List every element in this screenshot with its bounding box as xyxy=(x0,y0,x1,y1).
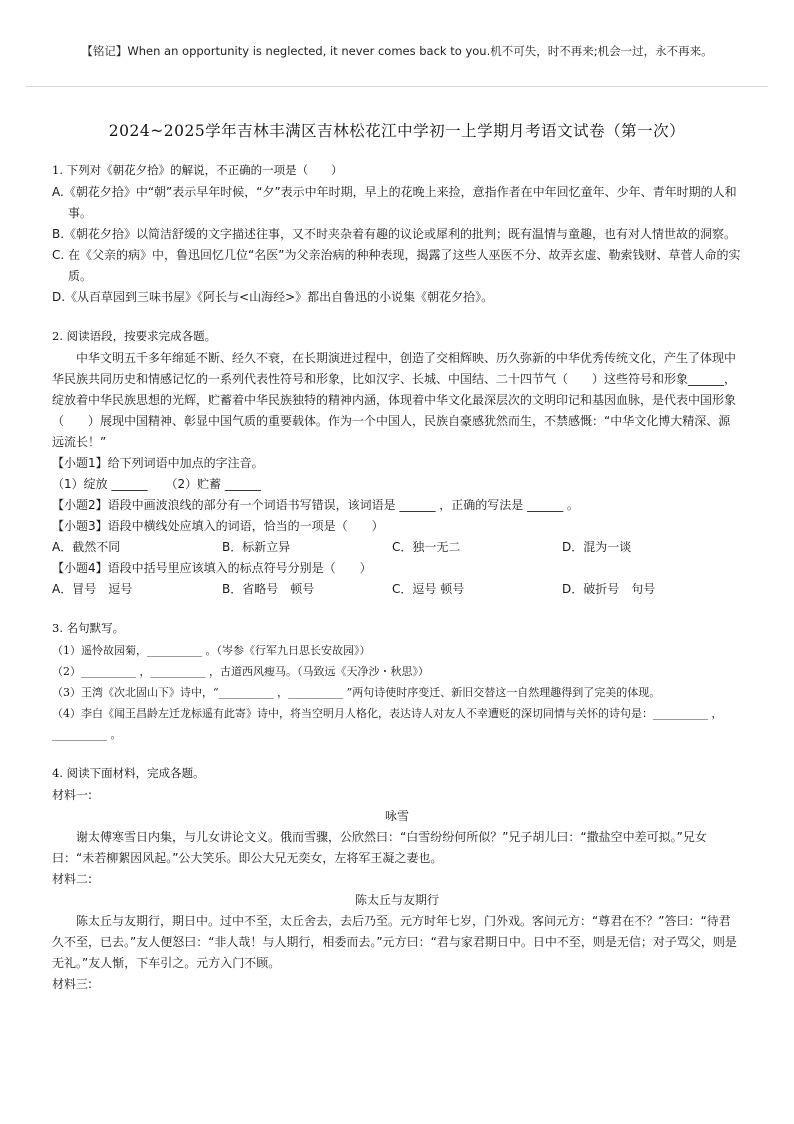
q4-material-1-title: 咏雪 xyxy=(384,809,409,823)
q2-sub3-option-a: A．截然不同 xyxy=(52,540,121,554)
q2-sub1: 【小题1】给下列词语中加点的字注音。 xyxy=(52,456,264,470)
q3-item-1: （1）遥怜故园菊，__________ 。（岑参《行军九日思长安故园》） xyxy=(52,644,371,657)
question-3-head: 3. 名句默写。 xyxy=(52,621,125,635)
q2-sub3-option-b: B．标新立异 xyxy=(222,540,291,554)
q4-material-1-text: 谢太傅寒雪日内集，与儿女讲论文义。俄而雪骤，公欣然曰：“白雪纷纷何所似？”兄子胡儿曰：“撒盐空中差可拟。”兄女曰：“未若柳絮因风起。”公大笑乐。即公大兄无奕女，左将军王凝之妻也。 xyxy=(52,830,707,865)
q4-material-3-label: 材料三: xyxy=(52,977,93,991)
q2-sub4: 【小题4】语段中括号里应该填入的标点符号分别是（ ） xyxy=(52,561,372,575)
q2-sub2: 【小题2】语段中画波浪线的部分有一个词语书写错误，该词语是 ______ ，正确的写法是 ______ 。 xyxy=(52,498,579,512)
q3-item-2: （2）__________ ，__________ ，古道西风瘦马。（马致远《天净沙・秋思》） xyxy=(52,665,429,678)
q1-option-b: B.《朝花夕拾》以简洁舒缓的文字描述往事，又不时夹杂着有趣的议论或犀利的批判；既有温情与童趣，也有对人情世故的洞察。 xyxy=(52,227,737,241)
header-divider xyxy=(26,86,768,87)
q3-item-3: （3）王湾《次北固山下》诗中，“__________ ，__________ ”两句诗使时序变迁、新旧交替这一自然理趣得到了完美的体现。 xyxy=(52,686,661,699)
q2-sub1-items: （1）绽放 ______ （2）贮蓄 ______ xyxy=(52,477,261,491)
q3-item-4: （4）李白《闻王昌龄左迁龙标遥有此寄》诗中，将当空明月人格化，表达诗人对友人不幸遭贬的深切同情与关怀的诗句是：__________ ，__________ 。 xyxy=(52,707,723,741)
q2-sub4-option-d: D．破折号 句号 xyxy=(562,582,656,596)
motto-banner: 【铭记】When an opportunity is neglected, it never comes back to you.机不可失，时不再来;机会一过，永不再来。 xyxy=(81,44,713,58)
q2-sub3-option-d: D．混为一谈 xyxy=(562,540,632,554)
q2-sub4-options xyxy=(52,579,742,600)
q2-sub3: 【小题3】语段中横线处应填入的词语，恰当的一项是（ ） xyxy=(52,519,384,533)
question-1-head: 1. 下列对《朝花夕拾》的解说，不正确的一项是（ ） xyxy=(52,163,343,177)
q2-sub4-option-a: A．冒号 逗号 xyxy=(52,582,133,596)
question-4 xyxy=(52,761,742,995)
q2-passage: 中华文明五千多年绵延不断、经久不衰，在长期演进过程中，创造了交相辉映、历久弥新的中华优秀传统文化，产生了体现中华民族共同历史和情感记忆的一系列代表性符号和形象，比如汉字、长城、中国结、二十四节气（ ）这些符号和形象______，绽放着中华民族思想的光辉，贮蓄着中华民族独特的精神内涵，体现着中华文化最深层次的文明印记和基因血脉，是代表中国形象（ ）展现中国精神、彰显中国气质的重要载体。作为一个中国人，民族自豪感犹然而生，不禁感慨：“中华文化博大精深、源远流长！” xyxy=(52,351,737,449)
q2-sub4-option-b: B．省略号 顿号 xyxy=(222,582,315,596)
q2-sub3-option-c: C．独一无二 xyxy=(392,540,461,554)
q4-material-2-label: 材料二: xyxy=(52,872,93,886)
q1-option-d: D.《从百草园到三味书屋》《阿长与<山海经>》都出自鲁迅的小说集《朝花夕拾》。 xyxy=(52,290,494,304)
question-2-head: 2. 阅读语段，按要求完成各题。 xyxy=(52,329,217,343)
q1-option-c: C. 在《父亲的病》中，鲁迅回忆几位“名医”为父亲治病的种种表现，揭露了这些人巫医不分、故弄玄虚、勒索钱财、草菅人命的实质。 xyxy=(52,248,741,283)
question-2 xyxy=(52,324,742,600)
q2-sub4-option-c: C．逗号 顿号 xyxy=(392,582,465,596)
q4-material-1-label: 材料一: xyxy=(52,788,93,802)
q2-sub3-options xyxy=(52,537,742,558)
q4-material-2-text: 陈太丘与友期行，期日中。过中不至，太丘舍去，去后乃至。元方时年七岁，门外戏。客问元方：“尊君在不？”答曰：“待君久不至，已去。”友人便怒曰：“非人哉！与人期行，相委而去。”元方曰：“君与家君期日中。日中不至，则是无信；对子骂父，则是无礼。”友人惭，下车引之。元方入门不顾。 xyxy=(52,914,737,970)
q4-material-2-title: 陈太丘与友期行 xyxy=(354,893,439,907)
exam-title: 2024~2025学年吉林丰满区吉林松花江中学初一上学期月考语文试卷（第一次） xyxy=(108,122,686,140)
question-3 xyxy=(52,616,742,745)
question-4-head: 4. 阅读下面材料，完成各题。 xyxy=(52,766,205,780)
q1-option-a: A.《朝花夕拾》中“朝”表示早年时候，“夕”表示中年时期，早上的花晚上来捡，意指作者在中年回忆童年、少年、青年时期的人和事。 xyxy=(52,185,737,220)
question-1 xyxy=(52,158,742,308)
exam-content xyxy=(52,158,742,995)
